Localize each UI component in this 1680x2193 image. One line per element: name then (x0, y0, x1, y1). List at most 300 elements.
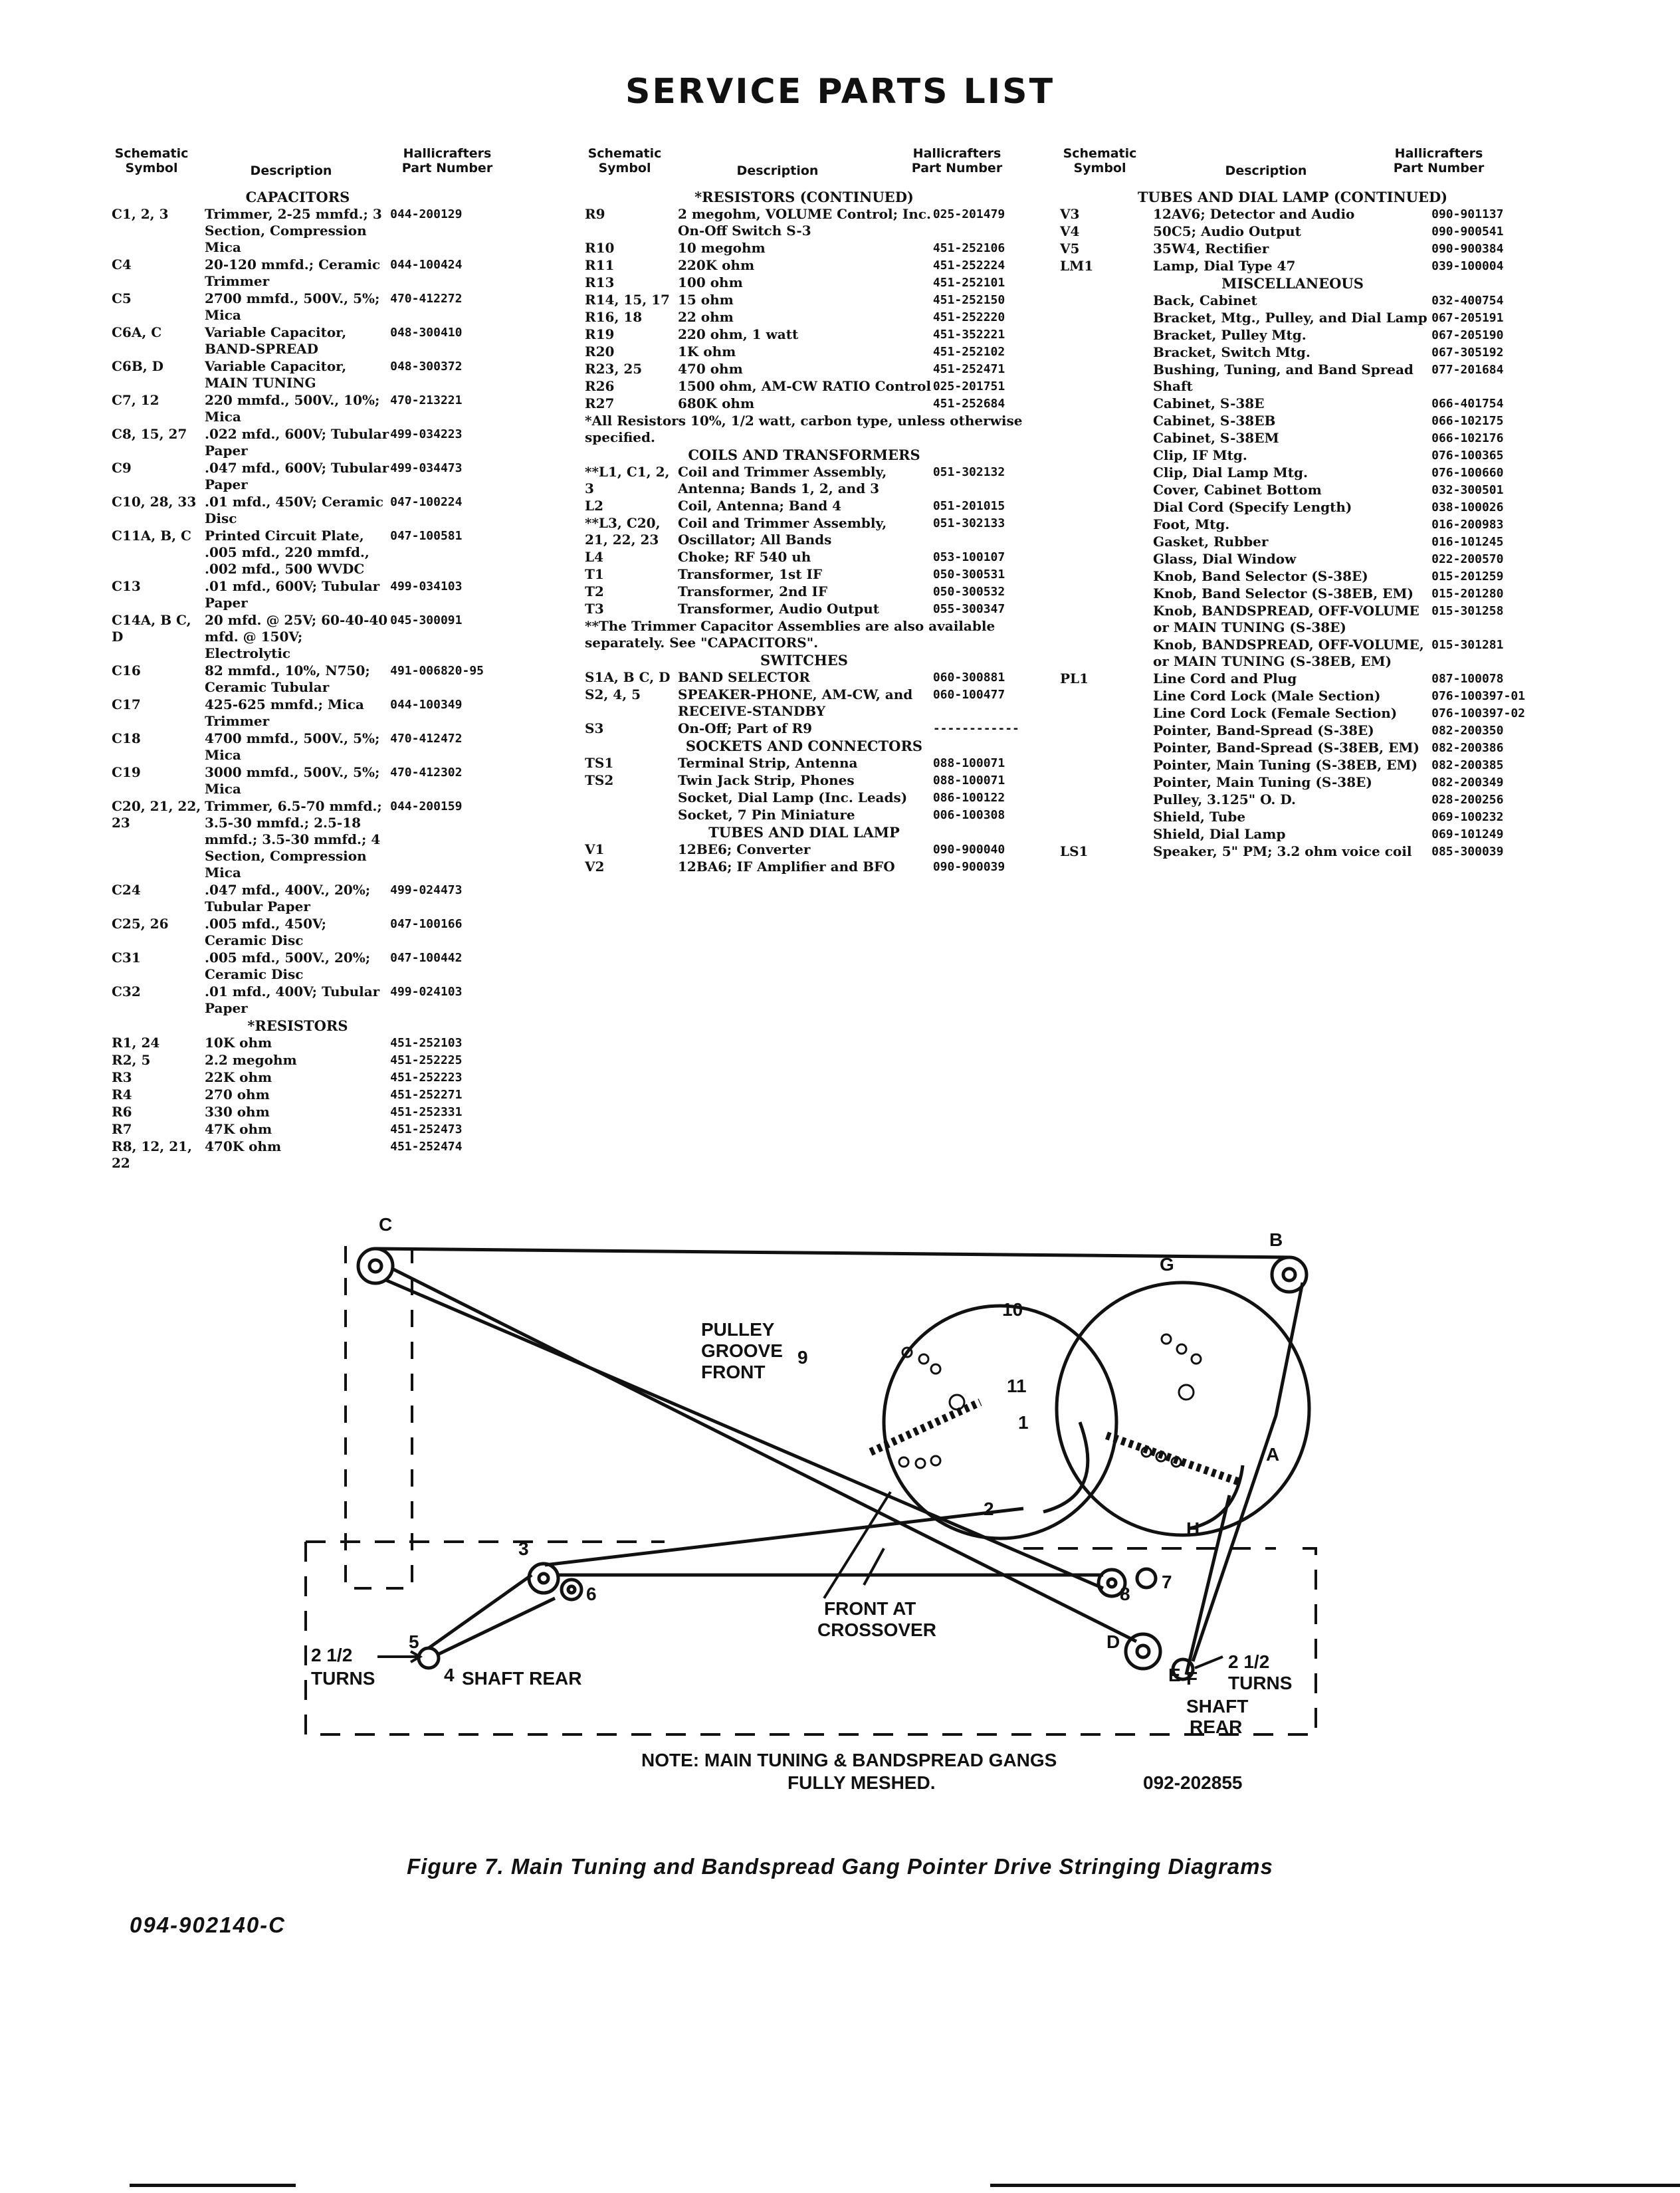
part-symbol: V5 (1060, 241, 1080, 257)
part-symbol: V3 (1060, 206, 1080, 222)
part-number: 088-100071 (932, 774, 1005, 787)
part-description: 1500 ohm, AM-CW RATIO Control (678, 378, 932, 394)
part-row (585, 344, 1023, 361)
part-number: 044-200129 (390, 207, 463, 221)
part-number: 499-034223 (390, 427, 463, 441)
part-description: Cover, Cabinet Bottom (1153, 482, 1322, 498)
part-number: 076-100365 (1431, 449, 1504, 463)
part-number: 047-100166 (390, 917, 463, 931)
part-row (585, 549, 1023, 566)
part-number: 050-300532 (932, 585, 1005, 599)
part-symbol: C13 (112, 578, 141, 594)
part-number: 076-100660 (1431, 466, 1504, 480)
part-description: On-Off; Part of R9 (678, 720, 813, 736)
part-description: 220 mmfd., 500V., 10%; Mica (205, 392, 380, 425)
part-description: Bracket, Switch Mtg. (1153, 344, 1311, 360)
part-symbol: C31 (112, 950, 141, 966)
section-heading-row (585, 652, 1023, 669)
figure-caption: Figure 7. Main Tuning and Bandspread Gang Pointer Drive Stringing Diagrams (407, 1854, 1273, 1879)
part-number: 060-300881 (932, 671, 1005, 684)
part-description: Bracket, Pulley Mtg. (1153, 327, 1307, 343)
part-row (1060, 344, 1525, 362)
diagram-note-1: NOTE: MAIN TUNING & BANDSPREAD GANGS (641, 1750, 1057, 1770)
part-description: Choke; RF 540 uh (678, 549, 811, 565)
part-number: 082-200350 (1431, 724, 1504, 738)
part-row (585, 326, 1023, 344)
part-description: Bushing, Tuning, and Band Spread Shaft (1153, 362, 1414, 394)
part-symbol: **L1, C1, 2, 3 (585, 464, 670, 496)
part-row (112, 1052, 484, 1069)
label-d: D (1106, 1631, 1120, 1652)
part-description: 22 ohm (678, 309, 734, 325)
part-symbol: S2, 4, 5 (585, 686, 641, 702)
column-header (1060, 146, 1525, 189)
diagram-note-2: FULLY MESHED. (788, 1772, 936, 1793)
part-symbol: C8, 15, 27 (112, 426, 187, 442)
turns-right-2: TURNS (1228, 1673, 1293, 1693)
section-heading: *RESISTORS (CONTINUED) (694, 189, 914, 205)
part-row (112, 257, 484, 290)
part-description: Transformer, 1st IF (678, 566, 823, 582)
part-symbol: C6A, C (112, 324, 162, 340)
part-number: 451-252101 (932, 276, 1005, 290)
part-description: Pointer, Band-Spread (S-38EB, EM) (1153, 740, 1419, 756)
part-number: 090-900039 (932, 860, 1005, 874)
part-description: .005 mfd., 450V; Ceramic Disc (205, 916, 326, 948)
part-symbol (1060, 585, 1153, 603)
drawing-number: 092-202855 (1143, 1772, 1243, 1793)
part-symbol: TS2 (585, 772, 614, 788)
column-header (112, 146, 493, 189)
footnote-row (585, 413, 1023, 447)
part-row (585, 669, 1023, 686)
footnote: *All Resistors 10%, 1/2 watt, carbon type, unless otherwise specified. (585, 413, 1023, 445)
part-row (1060, 809, 1525, 826)
part-symbol: R3 (112, 1069, 132, 1085)
section-heading-row (112, 189, 484, 206)
part-symbol (1060, 344, 1153, 362)
part-symbol: C20, 21, 22, 23 (112, 798, 201, 831)
part-row (1060, 447, 1525, 465)
part-row (585, 686, 1023, 720)
page-title: SERVICE PARTS LIST (625, 72, 1055, 112)
header-part-2: Part Number (1393, 161, 1485, 175)
section-heading-row (585, 738, 1023, 755)
part-description: Clip, IF Mtg. (1153, 447, 1247, 463)
part-symbol: R1, 24 (112, 1035, 160, 1051)
part-symbol: L2 (585, 498, 603, 514)
section-heading: MISCELLANEOUS (1221, 275, 1364, 292)
crossover-1: FRONT AT (824, 1598, 916, 1619)
part-description: Coil and Trimmer Assembly, Antenna; Bands 1, 2, and 3 (678, 464, 887, 496)
part-row (585, 395, 1023, 413)
part-number: 055-300347 (932, 602, 1005, 616)
part-number: 499-034103 (390, 579, 463, 593)
part-symbol: R7 (112, 1121, 132, 1137)
label-9: 9 (797, 1347, 808, 1368)
part-row (112, 206, 484, 257)
label-3: 3 (518, 1538, 529, 1559)
part-row (585, 583, 1023, 601)
part-description: Line Cord Lock (Female Section) (1153, 705, 1398, 721)
part-description: 12BA6; IF Amplifier and BFO (678, 859, 895, 875)
part-description: Socket, Dial Lamp (Inc. Leads) (678, 789, 908, 805)
part-description: .01 mfd., 600V; Tubular Paper (205, 578, 380, 611)
part-row (1060, 241, 1525, 258)
part-row (112, 1035, 484, 1052)
part-symbol (1060, 292, 1153, 310)
part-row (112, 324, 484, 358)
part-number: 053-100107 (932, 550, 1005, 564)
section-heading: TUBES AND DIAL LAMP (708, 824, 900, 841)
part-symbol (1060, 568, 1153, 585)
part-symbol (1060, 447, 1153, 465)
part-symbol (1060, 722, 1153, 740)
part-symbol (1060, 757, 1153, 774)
part-number: 082-200386 (1431, 741, 1504, 755)
header-symbol-2: Symbol (598, 161, 651, 175)
part-description: 3000 mmfd., 500V., 5%; Mica (205, 764, 380, 797)
part-row (585, 566, 1023, 583)
part-symbol (585, 789, 678, 807)
header-description: Description (736, 163, 819, 178)
part-symbol: R10 (585, 240, 615, 256)
part-symbol: C24 (112, 882, 141, 898)
part-number: 470-213221 (390, 393, 463, 407)
section-heading-row (585, 447, 1023, 464)
part-description: Gasket, Rubber (1153, 534, 1269, 550)
part-description: Line Cord Lock (Male Section) (1153, 688, 1381, 704)
part-row (585, 309, 1023, 326)
part-symbol: C5 (112, 290, 132, 306)
part-number: 048-300372 (390, 360, 463, 373)
label-a: A (1266, 1444, 1280, 1465)
part-row (1060, 310, 1525, 327)
part-symbol: L4 (585, 549, 603, 565)
section-heading-row (585, 189, 1023, 206)
part-row (1060, 637, 1525, 671)
pulley-6 (562, 1580, 581, 1600)
part-symbol (1060, 482, 1153, 499)
part-symbol: R14, 15, 17 (585, 292, 670, 308)
label-g: G (1160, 1254, 1174, 1275)
part-symbol (1060, 362, 1153, 395)
dial-cord (375, 1249, 1289, 1257)
part-row (585, 361, 1023, 378)
part-number: 451-252473 (390, 1122, 463, 1136)
part-description: .047 mfd., 600V; Tubular Paper (205, 460, 389, 492)
part-row (112, 1069, 484, 1087)
header-part-1: Hallicrafters (1394, 146, 1483, 161)
part-description: 330 ohm (205, 1104, 270, 1120)
part-number: 050-300531 (932, 568, 1005, 581)
part-description: .01 mfd., 400V; Tubular Paper (205, 984, 380, 1016)
part-row (1060, 223, 1525, 241)
part-row (585, 464, 1023, 498)
part-description: 15 ohm (678, 292, 734, 308)
part-number: 051-201015 (932, 499, 1005, 513)
part-row (112, 984, 484, 1017)
part-number: 025-201751 (932, 379, 1005, 393)
label-8: 8 (1120, 1584, 1130, 1604)
header-part-2: Part Number (401, 161, 493, 175)
parts-column-3 (1060, 146, 1525, 861)
part-description: Terminal Strip, Antenna (678, 755, 858, 771)
part-row (112, 578, 484, 612)
part-symbol: T2 (585, 583, 604, 599)
part-description: 470K ohm (205, 1138, 282, 1154)
part-row (585, 206, 1023, 240)
part-row (1060, 327, 1525, 344)
parts-table (585, 189, 1023, 876)
label-e: E (1168, 1665, 1181, 1685)
part-number: 039-100004 (1431, 259, 1504, 273)
part-number: 451-252225 (390, 1053, 463, 1067)
part-description: .005 mfd., 500V., 20%; Ceramic Disc (205, 950, 371, 982)
part-symbol: R26 (585, 378, 615, 394)
shaft-left (419, 1648, 439, 1668)
label-10: 10 (1002, 1299, 1023, 1320)
part-symbol (1060, 465, 1153, 482)
shaft-rear-right-2: REAR (1190, 1717, 1243, 1737)
part-row (1060, 826, 1525, 843)
part-row (585, 515, 1023, 549)
part-symbol: TS1 (585, 755, 614, 771)
part-description: Knob, Band Selector (S-38E) (1153, 568, 1368, 584)
part-symbol: S3 (585, 720, 604, 736)
part-description: Line Cord and Plug (1153, 671, 1297, 686)
part-row (1060, 688, 1525, 705)
part-symbol (1060, 516, 1153, 534)
part-description: 4700 mmfd., 500V., 5%; Mica (205, 730, 380, 763)
part-description: Variable Capacitor, MAIN TUNING (205, 358, 347, 391)
part-description: Cabinet, S-38E (1153, 395, 1265, 411)
header-description: Description (250, 163, 332, 178)
label-2: 2 (984, 1499, 994, 1519)
part-description: Variable Capacitor, BAND-SPREAD (205, 324, 347, 357)
part-number: 015-301258 (1431, 604, 1504, 618)
part-row (112, 663, 484, 696)
part-symbol (1060, 499, 1153, 516)
label-c: C (379, 1216, 393, 1235)
part-symbol: C7, 12 (112, 392, 159, 408)
part-description: Foot, Mtg. (1153, 516, 1230, 532)
part-description: Dial Cord (Specify Length) (1153, 499, 1352, 515)
part-row (1060, 585, 1525, 603)
part-number: 066-401754 (1431, 397, 1504, 411)
part-row (585, 601, 1023, 618)
header-description: Description (1225, 163, 1307, 178)
crossover-2: CROSSOVER (817, 1619, 936, 1640)
part-description: .022 mfd., 600V; Tubular Paper (205, 426, 389, 459)
part-symbol (1060, 534, 1153, 551)
turns-left-1: 2 1/2 (311, 1645, 353, 1665)
part-symbol (1060, 413, 1153, 430)
part-row (112, 696, 484, 730)
part-number: 090-900384 (1431, 242, 1504, 256)
part-row (1060, 258, 1525, 275)
part-number: ------------ (932, 722, 1019, 736)
part-description: Lamp, Dial Type 47 (1153, 258, 1296, 274)
turns-right-1: 2 1/2 (1228, 1651, 1270, 1672)
part-row (1060, 757, 1525, 774)
part-row (585, 859, 1023, 876)
part-symbol: **L3, C20, 21, 22, 23 (585, 515, 661, 548)
shaft-rear-right-1: SHAFT (1186, 1696, 1249, 1717)
part-number: 077-201684 (1431, 363, 1504, 377)
part-number: 470-412272 (390, 292, 463, 306)
parts-table (112, 189, 484, 1172)
part-number: 067-305192 (1431, 346, 1504, 360)
header-symbol-1: Schematic (1063, 146, 1137, 161)
part-number: 451-252271 (390, 1088, 463, 1102)
part-symbol (1060, 791, 1153, 809)
part-number: 048-300410 (390, 326, 463, 340)
section-heading: SWITCHES (760, 652, 848, 669)
part-row (112, 290, 484, 324)
part-number: 051-302132 (932, 465, 1005, 479)
part-row (112, 730, 484, 764)
part-number: 451-252106 (932, 241, 1005, 255)
part-symbol (1060, 705, 1153, 722)
header-part-1: Hallicrafters (912, 146, 1001, 161)
part-symbol (1060, 327, 1153, 344)
label-h: H (1186, 1518, 1200, 1539)
part-row (585, 807, 1023, 824)
pulley-groove-1: PULLEY (701, 1319, 775, 1340)
part-symbol (1060, 637, 1153, 671)
part-row (112, 494, 484, 528)
part-row (1060, 740, 1525, 757)
part-symbol: V1 (585, 841, 605, 857)
part-description: Glass, Dial Window (1153, 551, 1297, 567)
part-description: Back, Cabinet (1153, 292, 1257, 308)
part-description: Printed Circuit Plate, .005 mfd., 220 mmfd., .002 mfd., 500 WVDC (205, 528, 369, 577)
part-description: 425-625 mmfd.; Mica Trimmer (205, 696, 364, 729)
part-description: Speaker, 5" PM; 3.2 ohm voice coil (1153, 843, 1412, 859)
part-symbol (1060, 809, 1153, 826)
parts-table (1060, 189, 1525, 861)
part-number: 451-252224 (932, 259, 1005, 272)
pulley-c (358, 1249, 393, 1283)
part-row (112, 1138, 484, 1172)
part-symbol: LM1 (1060, 258, 1094, 274)
part-row (1060, 499, 1525, 516)
part-symbol: C9 (112, 460, 132, 476)
part-symbol: R2, 5 (112, 1052, 151, 1068)
part-description: .01 mfd., 450V; Ceramic Disc (205, 494, 384, 526)
part-row (1060, 774, 1525, 791)
part-description: Shield, Dial Lamp (1153, 826, 1286, 842)
pulley-3 (529, 1564, 558, 1593)
part-description: Knob, BANDSPREAD, OFF-VOLUME, or MAIN TUNING (S-38EB, EM) (1153, 637, 1424, 669)
part-row (112, 426, 484, 460)
part-symbol (1060, 826, 1153, 843)
part-description: Knob, BANDSPREAD, OFF-VOLUME or MAIN TUNING (S-38E) (1153, 603, 1419, 635)
part-number: 028-200256 (1431, 793, 1504, 807)
label-1: 1 (1018, 1412, 1029, 1433)
part-description: Knob, Band Selector (S-38EB, EM) (1153, 585, 1414, 601)
part-number: 047-100442 (390, 951, 463, 965)
part-number: 067-205191 (1431, 311, 1504, 325)
part-number: 499-024103 (390, 985, 463, 999)
part-description: 47K ohm (205, 1121, 272, 1137)
part-number: 069-100232 (1431, 810, 1504, 824)
section-heading-row (1060, 275, 1525, 292)
part-symbol: C4 (112, 257, 132, 272)
chassis-outline-upper (346, 1246, 412, 1588)
part-number: 015-201280 (1431, 587, 1504, 601)
part-symbol: LS1 (1060, 843, 1089, 859)
part-symbol: C25, 26 (112, 916, 169, 932)
section-heading: *RESISTORS (247, 1017, 348, 1034)
part-description: Cabinet, S-38EM (1153, 430, 1279, 446)
header-part-1: Hallicrafters (403, 146, 492, 161)
part-description: 220 ohm, 1 watt (678, 326, 799, 342)
part-symbol: R11 (585, 257, 615, 273)
part-symbol (1060, 395, 1153, 413)
part-symbol: S1A, B C, D (585, 669, 671, 685)
part-row (585, 257, 1023, 274)
part-row (1060, 551, 1525, 568)
part-symbol (1060, 430, 1153, 447)
part-row (585, 720, 1023, 738)
part-row (112, 950, 484, 984)
section-heading: COILS AND TRANSFORMERS (688, 447, 920, 463)
part-description: Bracket, Mtg., Pulley, and Dial Lamp (1153, 310, 1427, 326)
part-row (1060, 482, 1525, 499)
part-symbol: R9 (585, 206, 605, 222)
part-row (1060, 206, 1525, 223)
part-row (585, 498, 1023, 515)
part-description: 10K ohm (205, 1035, 272, 1051)
part-description: Transformer, Audio Output (678, 601, 880, 617)
chassis-outline-lower (306, 1542, 1316, 1734)
section-heading-row (1060, 189, 1525, 206)
column-header (585, 146, 1023, 189)
part-row (1060, 722, 1525, 740)
section-heading-row (112, 1017, 484, 1035)
part-number: 060-100477 (932, 688, 1005, 702)
part-row (1060, 705, 1525, 722)
part-row (112, 1121, 484, 1138)
part-description: 12BE6; Converter (678, 841, 811, 857)
part-symbol: C14A, B C, D (112, 612, 191, 645)
part-description: 1K ohm (678, 344, 736, 360)
turns-left-2: TURNS (311, 1668, 375, 1689)
part-row (1060, 362, 1525, 395)
part-number: 451-252331 (390, 1105, 463, 1119)
part-number: 015-301281 (1431, 638, 1504, 652)
part-number: 047-100224 (390, 495, 463, 509)
part-description: Pointer, Band-Spread (S-38E) (1153, 722, 1374, 738)
pulley-groove-2: GROOVE (701, 1340, 783, 1361)
part-description: 10 megohm (678, 240, 766, 256)
page-edge-left (130, 2184, 296, 2187)
footnote-row (585, 618, 1023, 652)
part-number: 025-201479 (932, 207, 1005, 221)
stringing-diagram (292, 1216, 1329, 1828)
part-row (1060, 430, 1525, 447)
part-description: 12AV6; Detector and Audio (1153, 206, 1355, 222)
part-description: 680K ohm (678, 395, 755, 411)
part-symbol: C1, 2, 3 (112, 206, 169, 222)
section-heading: SOCKETS AND CONNECTORS (685, 738, 923, 754)
part-description: 220K ohm (678, 257, 755, 273)
part-number: 499-034473 (390, 461, 463, 475)
part-row (585, 292, 1023, 309)
label-7: 7 (1162, 1572, 1172, 1592)
